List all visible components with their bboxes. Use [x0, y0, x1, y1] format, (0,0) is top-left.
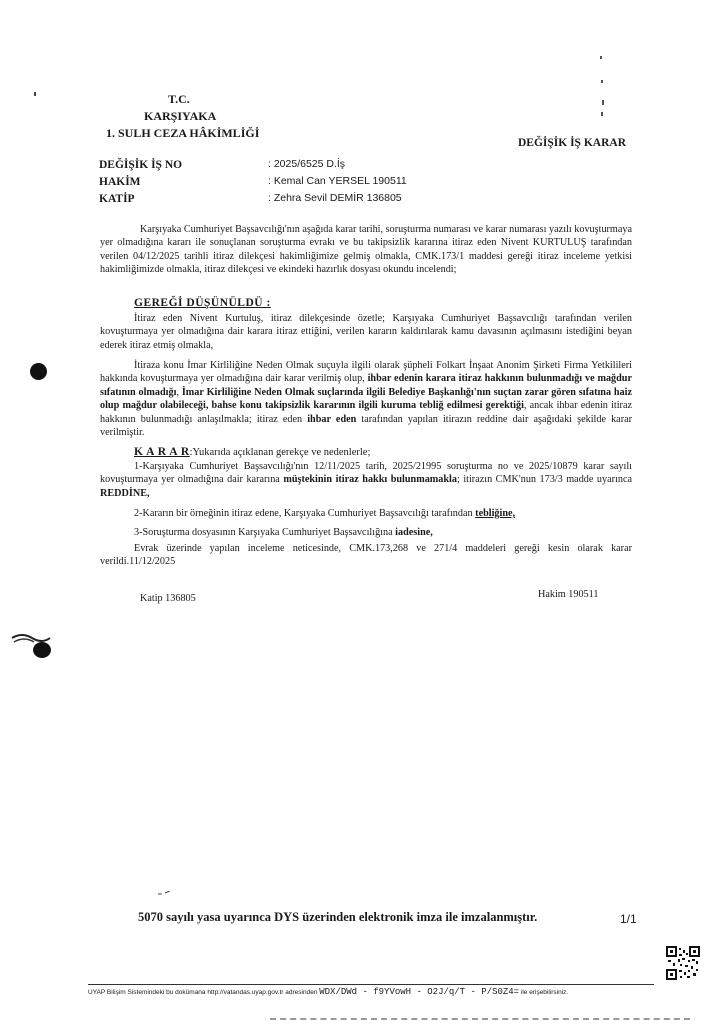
uyap-prefix: UYAP Bilişim Sistemindeki bu dokümana http://vatandas.uyap.gov.tr adresinden [88, 989, 318, 996]
geregi-p2-sep: , [176, 386, 182, 398]
geregi-p1-text: İtiraz eden Nivent Kurtuluş, itiraz dilekçesinde özetle; Karşıyaka Cumhuriyet Başsavcılığı tarafından verilen kovuşturmaya yer olmadığına dair karara itiraz ettiğini, verilen kararın kaldırılarak kamu davasının açılmasını istediğini beyan ederek itiraz etmiş olmakla, [100, 313, 632, 351]
meta-val-katip: : Zehra Sevil DEMİR 136805 [268, 192, 402, 204]
karar-item2-text: 2-Kararın bir örneğinin itiraz edene, Karşıyaka Cumhuriyet Başsavcılığı tarafından [134, 508, 476, 519]
esign-statement: 5070 sayılı yasa uyarınca DYS üzerinden elektronik imza ile imzalanmıştır. [138, 910, 538, 924]
court-tc: T.C. [168, 92, 190, 106]
stamp-smudge-mark [10, 630, 54, 660]
karar-heading-suffix: :Yukarıda açıklanan gerekçe ve nedenlerle; [189, 447, 371, 458]
geregi-paragraph-1 [100, 312, 632, 352]
karar-item1-reddine: REDDİNE, [100, 487, 150, 499]
doc-type-title: DEĞİŞİK İŞ KARAR [518, 137, 626, 149]
karar-heading [134, 446, 370, 458]
meta-key-hakim: HAKİM [99, 176, 141, 188]
meta-key-dosya: DEĞİŞİK İŞ NO [99, 159, 183, 171]
punch-hole-mark [30, 363, 47, 380]
section-title-karar: K A R A R [134, 446, 190, 458]
section-title-geregi: GEREĞİ DÜŞÜNÜLDÜ : [134, 297, 271, 309]
court-city: KARŞIYAKA [144, 109, 217, 123]
margin-mark [600, 56, 602, 59]
footer-divider [88, 984, 654, 985]
meta-key-katip: KATİP [99, 193, 135, 205]
karar-item-1 [100, 460, 632, 500]
signature-hakim: Hakim 190511 [538, 589, 599, 600]
margin-mark [601, 112, 603, 116]
margin-mark [34, 92, 36, 96]
karar-item1-text-2: ; itirazın CMK'nun 173/3 madde uyarınca [456, 474, 632, 486]
karar-item2-bold: tebliğine, [475, 508, 516, 519]
court-name: 1. SULH CEZA HÂKİMLİĞİ [106, 126, 260, 140]
intro-paragraph [100, 223, 632, 277]
geregi-p2-bold-3: ihbar eden [307, 413, 357, 425]
margin-mark [601, 80, 603, 83]
geregi-p2-text-2: , ancak ihbar edenin itiraz hakkının bulunmadığı anlaşılmakla; itiraz eden [100, 400, 632, 425]
karar-item3-text: 3-Soruşturma dosyasının Karşıyaka Cumhuriyet Başsavcılığına [134, 527, 396, 538]
karar-final-text: Evrak üzerinde yapılan inceleme neticesinde, CMK.173,268 ve 271/4 maddeleri gereği kesin olarak karar verildi.11/12/2025 [100, 543, 632, 568]
uyap-suffix: ile erişebilirsiniz. [520, 989, 569, 996]
karar-item-2 [134, 507, 632, 520]
karar-item-3 [134, 526, 632, 539]
margin-mark [602, 100, 604, 105]
geregi-p2-text: İtiraza konu İmar Kirliliğine Neden Olmak suçuyla ilgili olarak şüpheli Folkart İnşaat Anonim Şirketi Firma Yetkilileri hakkında kovuşturmaya yer olmadığına dair karar verilmiş olup, [100, 360, 632, 385]
karar-item1-bold: müştekinin itiraz hakkı bulunmamakla [283, 474, 457, 486]
scan-artifact-dashes [270, 1018, 690, 1023]
small-mark [158, 882, 170, 886]
signature-katip: Katip 136805 [140, 593, 196, 604]
intro-text: Karşıyaka Cumhuriyet Başsavcılığı'nın aşağıda karar tarihi, soruşturma numarası ve karar numarası yazılı kovuşturmaya yer olmadığına kararı ile sonuçlanan soruşturma evrakı ve bu takipsizlik kararına itiraz eden Nivent KURTULUŞ tarafından verilen 04/12/2025 tarihli itiraz dilekçesi hakimliğimize gelmiş olmakla, CMK.173/1 maddesi gereği itiraz inceleme yetkisi hakimliğimizde olmakla, itiraz dilekçesi ve ekindeki hazırlık dosyası okundu incelendi; [100, 224, 632, 276]
geregi-p2-bold-2: İmar Kirliliğine Neden Olmak suçlarında ilgili Belediye Başkanlığı'nın suçtan zarar gören sıfatına haiz olup mağdur olabileceği, bahse konu takipsizlik kararının ilgili kuruma tebliğ edilmesi gerektiği [100, 386, 633, 412]
qr-code-image [666, 946, 700, 980]
page-number: 1/1 [620, 912, 637, 926]
karar-item1-text: 1-Karşıyaka Cumhuriyet Başsavcılığı'nın 12/11/2025 tarih, 2025/21995 soruşturma no ve 2025/10879 karar sayılı kovuşturmaya yer olmadığına dair kararına [100, 461, 632, 486]
geregi-p2-bold-1: ihbar edenin karara itiraz hakkının bulunmadığı ve mağdur sıfatının olmadığı [100, 373, 632, 398]
karar-final [100, 542, 632, 569]
karar-item3-bold: iadesine, [395, 527, 433, 538]
uyap-verification-code[interactable]: WDX/DWd - f9YVowH - O2J/q/T - P/S0Z4= [319, 987, 520, 997]
meta-val-dosya: : 2025/6525 D.İş [268, 158, 346, 170]
geregi-paragraph-2 [100, 359, 632, 439]
uyap-access-line [88, 987, 568, 997]
meta-val-hakim: : Kemal Can YERSEL 190511 [268, 175, 407, 187]
geregi-p2-text-3: tarafından yapılan itirazın reddine dair aşağıdaki şekilde karar verilmiştir. [100, 413, 633, 439]
